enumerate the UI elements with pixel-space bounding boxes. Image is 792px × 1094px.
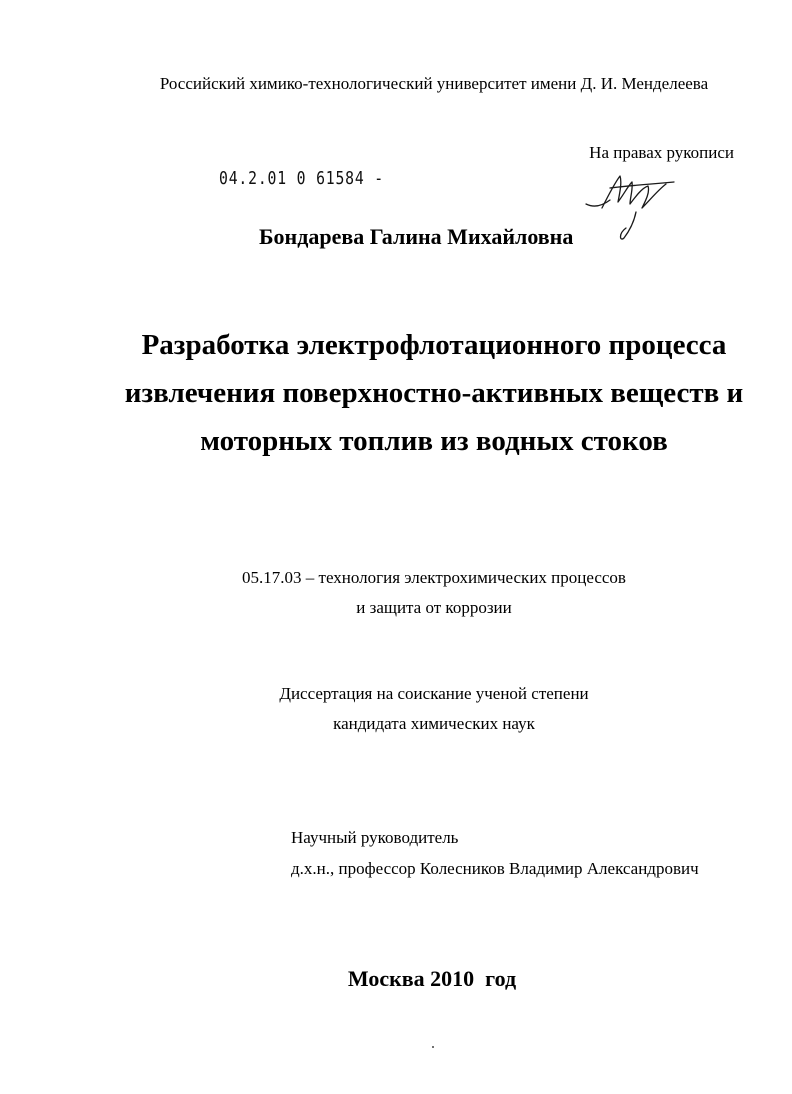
manuscript-rights-note: На правах рукописи <box>589 143 734 162</box>
library-stamp-number: 04.2.01 0 61584 - <box>219 168 385 189</box>
scan-speck <box>432 1046 434 1048</box>
handwritten-signature <box>580 168 680 246</box>
supervisor-name: д.х.н., профессор Колесников Владимир Александрович <box>291 859 699 878</box>
city-and-year: Москва 2010 год <box>347 966 517 991</box>
title-line: Разработка электрофлотационного процесса <box>141 329 727 361</box>
title-line: извлечения поверхностно-активных веществ и <box>124 377 744 409</box>
specialty-code <box>0 563 792 623</box>
specialty-line: и защита от коррозии <box>356 598 512 617</box>
degree-statement <box>0 679 792 739</box>
specialty-line: 05.17.03 – технология электрохимических процессов <box>242 568 626 587</box>
supervisor-label: Научный руководитель <box>291 828 459 847</box>
author-name: Бондарева Галина Михайловна <box>259 224 574 249</box>
dissertation-title <box>0 321 792 465</box>
degree-line: Диссертация на соискание ученой степени <box>279 684 589 703</box>
title-line: моторных топлив из водных стоков <box>200 425 668 457</box>
university-name: Российский химико-технологический университет имени Д. И. Менделеева <box>159 74 709 93</box>
degree-line: кандидата химических наук <box>333 714 535 733</box>
